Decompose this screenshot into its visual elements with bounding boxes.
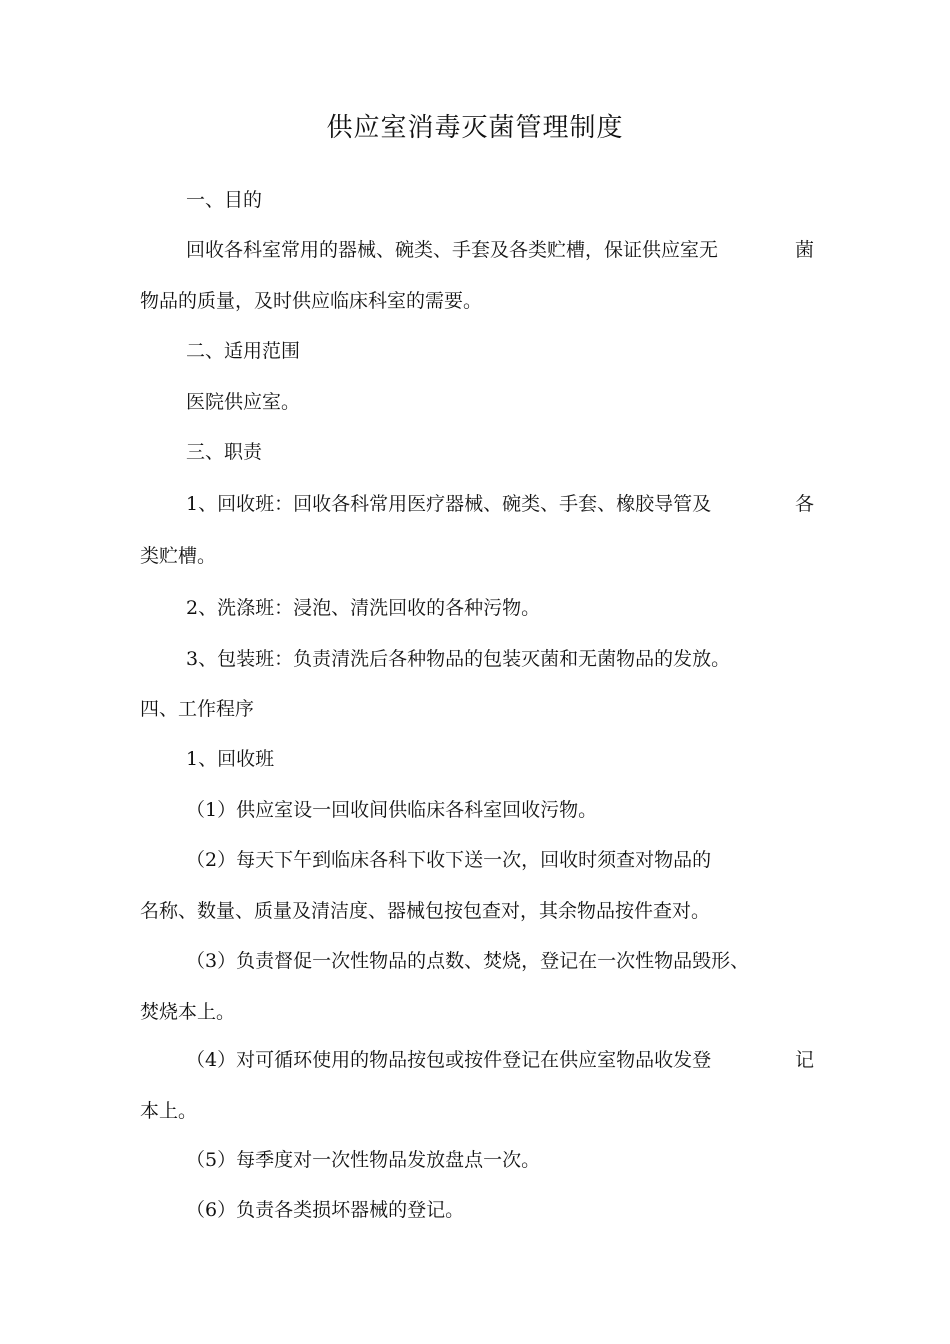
list-item: （1）供应室设一回收间供临床各科室回收污物。	[186, 799, 598, 821]
paragraph-line-right: 菌	[794, 239, 814, 261]
list-item: （3）负责督促一次性物品的点数、焚烧，登记在一次性物品毁形、	[186, 950, 750, 972]
list-item: （2）每天下午到临床各科下收下送一次，回收时须查对物品的	[186, 849, 712, 871]
paragraph-line: 名称、数量、质量及清洁度、器械包按包查对，其余物品按件查对。	[140, 900, 711, 922]
list-item-right: 记	[794, 1049, 814, 1071]
paragraph-line: 类贮槽。	[140, 545, 217, 567]
section-heading-scope: 二、适用范围	[186, 340, 301, 362]
paragraph-line: 本上。	[140, 1100, 198, 1122]
list-item-left: （4）对可循环使用的物品按包或按件登记在供应室物品收发登	[186, 1049, 712, 1071]
paragraph-line: 医院供应室。	[186, 391, 301, 413]
section-heading-duties: 三、职责	[186, 441, 263, 463]
section-heading-purpose: 一、目的	[186, 189, 263, 211]
paragraph-line: 2、洗涤班：浸泡、清洗回收的各种污物。	[186, 597, 541, 619]
paragraph-line: 焚烧本上。	[140, 1001, 236, 1023]
paragraph-line-left: 1、回收班：回收各科常用医疗器械、碗类、手套、橡胶导管及	[186, 493, 712, 515]
document-title: 供应室消毒灭菌管理制度	[326, 113, 624, 143]
paragraph-line: 3、包装班：负责清洗后各种物品的包装灭菌和无菌物品的发放。	[186, 648, 731, 670]
list-item: （5）每季度对一次性物品发放盘点一次。	[186, 1149, 541, 1171]
paragraph-line: 物品的质量，及时供应临床科室的需要。	[140, 290, 483, 312]
subsection-heading: 1、回收班	[186, 748, 275, 770]
paragraph-line-right: 各	[794, 493, 814, 515]
list-item: （6）负责各类损坏器械的登记。	[186, 1199, 465, 1221]
list-item	[186, 1046, 814, 1074]
paragraph-line	[186, 236, 814, 264]
paragraph-line-left: 回收各科室常用的器械、碗类、手套及各类贮槽，保证供应室无	[186, 239, 719, 261]
paragraph-line	[186, 490, 814, 518]
section-heading-procedure: 四、工作程序	[140, 698, 255, 720]
